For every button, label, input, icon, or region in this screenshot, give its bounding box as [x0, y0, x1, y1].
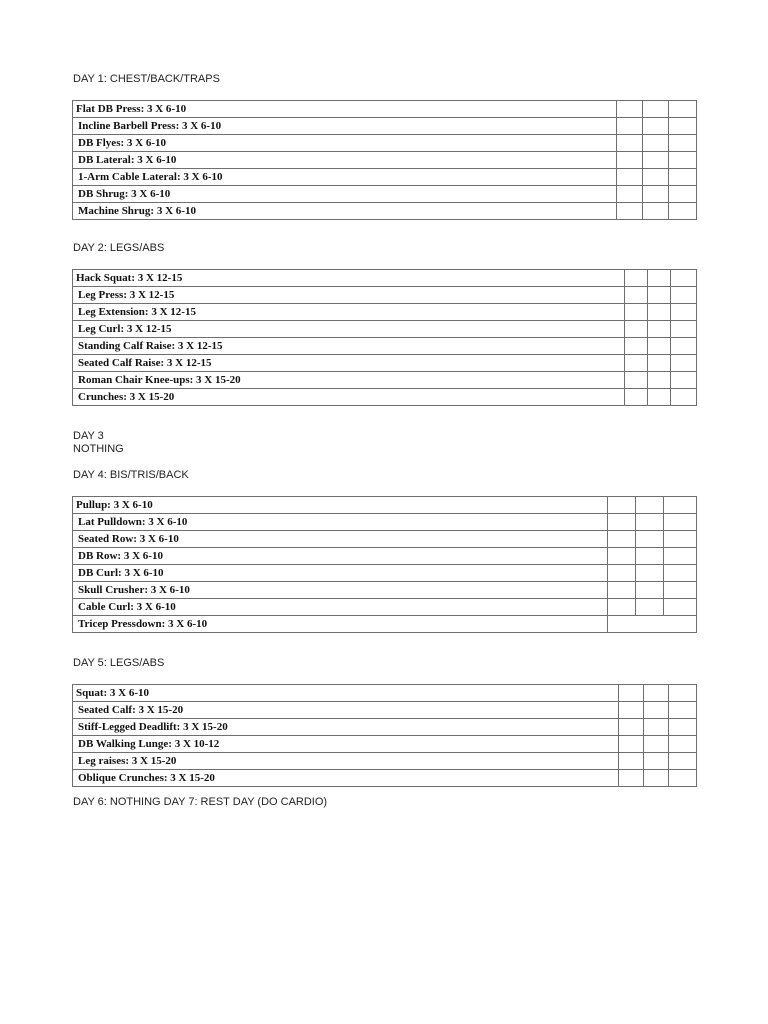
day3-heading: DAY 3 [73, 430, 104, 442]
set-checkbox-3[interactable] [664, 514, 697, 531]
set-checkbox-1[interactable] [625, 270, 648, 287]
table-row [73, 389, 697, 406]
set-checkbox-2[interactable] [636, 531, 664, 548]
table-row [73, 719, 697, 736]
table-row [73, 514, 697, 531]
table-row [73, 355, 697, 372]
exercise-label: DB Flyes: 3 X 6-10 [73, 135, 617, 152]
set-checkbox-3[interactable] [664, 582, 697, 599]
day1-exercise-table [72, 100, 697, 220]
set-checkbox-2[interactable] [643, 169, 669, 186]
set-checkbox-3[interactable] [664, 531, 697, 548]
set-checkbox-3[interactable] [671, 389, 697, 406]
set-checkbox-3[interactable] [671, 338, 697, 355]
exercise-label: Stiff-Legged Deadlift: 3 X 15-20 [73, 719, 619, 736]
exercise-label: Standing Calf Raise: 3 X 12-15 [73, 338, 625, 355]
set-checkbox-1[interactable] [617, 135, 643, 152]
set-checkbox-2[interactable] [644, 770, 669, 787]
exercise-label: Leg Curl: 3 X 12-15 [73, 321, 625, 338]
set-checkbox-1[interactable] [617, 152, 643, 169]
table-row [73, 497, 697, 514]
day2-heading: DAY 2: LEGS/ABS [73, 242, 165, 254]
set-checkbox-1[interactable] [608, 582, 636, 599]
set-checkbox-3[interactable] [669, 203, 697, 220]
set-checkbox-1[interactable] [619, 736, 644, 753]
exercise-label: Seated Row: 3 X 6-10 [73, 531, 608, 548]
exercise-label: DB Curl: 3 X 6-10 [73, 565, 608, 582]
table-row [73, 372, 697, 389]
set-checkbox-1[interactable] [608, 497, 636, 514]
table-row [73, 531, 697, 548]
table-row [73, 287, 697, 304]
table-row [73, 118, 697, 135]
table-row [73, 135, 697, 152]
set-checkbox-2[interactable] [643, 152, 669, 169]
set-checkbox-3[interactable] [664, 548, 697, 565]
table-row [73, 770, 697, 787]
set-checkbox-1[interactable] [619, 719, 644, 736]
set-checkbox-2[interactable] [648, 270, 671, 287]
set-checkbox-2[interactable] [636, 582, 664, 599]
set-checkbox-2[interactable] [636, 497, 664, 514]
set-checkbox-1[interactable] [608, 599, 636, 616]
set-checkbox-2[interactable] [648, 389, 671, 406]
set-checkbox-1[interactable] [619, 753, 644, 770]
set-checkbox-3[interactable] [671, 270, 697, 287]
exercise-label: Leg Extension: 3 X 12-15 [73, 304, 625, 321]
set-checkbox-1[interactable] [608, 514, 636, 531]
set-checkbox-2[interactable] [643, 118, 669, 135]
exercise-label: Leg raises: 3 X 15-20 [73, 753, 619, 770]
set-checkbox-3[interactable] [669, 685, 697, 702]
set-checkbox-1[interactable] [617, 186, 643, 203]
set-checkbox-3[interactable] [669, 152, 697, 169]
rest-days-note: DAY 6: NOTHING DAY 7: REST DAY (DO CARDIO) [73, 796, 328, 808]
set-checkbox-1[interactable] [608, 548, 636, 565]
table-row [73, 203, 697, 220]
set-checkbox-2[interactable] [648, 372, 671, 389]
set-checkbox-3[interactable] [669, 753, 697, 770]
set-checkbox-3[interactable] [671, 355, 697, 372]
set-checkbox-2[interactable] [648, 338, 671, 355]
table-row [73, 321, 697, 338]
exercise-label: DB Walking Lunge: 3 X 10-12 [73, 736, 619, 753]
set-checkbox-1[interactable] [625, 338, 648, 355]
exercise-label: Machine Shrug: 3 X 6-10 [73, 203, 617, 220]
set-checkbox-3[interactable] [669, 719, 697, 736]
set-checkbox-3[interactable] [669, 118, 697, 135]
merged-set-cell[interactable] [608, 616, 697, 633]
exercise-label: DB Lateral: 3 X 6-10 [73, 152, 617, 169]
set-checkbox-1[interactable] [625, 355, 648, 372]
set-checkbox-1[interactable] [617, 118, 643, 135]
exercise-label: Leg Press: 3 X 12-15 [73, 287, 625, 304]
day1-heading: DAY 1: CHEST/BACK/TRAPS [73, 73, 220, 85]
set-checkbox-1[interactable] [625, 321, 648, 338]
table-row [73, 702, 697, 719]
exercise-label: Seated Calf Raise: 3 X 12-15 [73, 355, 625, 372]
exercise-label: Skull Crusher: 3 X 6-10 [73, 582, 608, 599]
set-checkbox-1[interactable] [625, 389, 648, 406]
set-checkbox-3[interactable] [669, 135, 697, 152]
set-checkbox-3[interactable] [669, 770, 697, 787]
day2-exercise-table [72, 269, 697, 406]
set-checkbox-1[interactable] [617, 169, 643, 186]
set-checkbox-1[interactable] [625, 372, 648, 389]
set-checkbox-3[interactable] [664, 497, 697, 514]
set-checkbox-3[interactable] [671, 304, 697, 321]
table-row [73, 186, 697, 203]
set-checkbox-3[interactable] [671, 287, 697, 304]
table-row [73, 685, 697, 702]
set-checkbox-2[interactable] [644, 736, 669, 753]
table-row [73, 736, 697, 753]
day3-note: NOTHING [73, 443, 124, 455]
set-checkbox-2[interactable] [636, 565, 664, 582]
set-checkbox-1[interactable] [608, 531, 636, 548]
exercise-label: Squat: 3 X 6-10 [73, 685, 619, 702]
exercise-label: Seated Calf: 3 X 15-20 [73, 702, 619, 719]
set-checkbox-2[interactable] [643, 135, 669, 152]
exercise-label: Hack Squat: 3 X 12-15 [73, 270, 625, 287]
table-row [73, 582, 697, 599]
exercise-label: Roman Chair Knee-ups: 3 X 15-20 [73, 372, 625, 389]
set-checkbox-2[interactable] [636, 514, 664, 531]
table-row [73, 101, 697, 118]
day5-heading: DAY 5: LEGS/ABS [73, 657, 165, 669]
table-row [73, 565, 697, 582]
set-checkbox-2[interactable] [648, 287, 671, 304]
set-checkbox-3[interactable] [664, 565, 697, 582]
set-checkbox-2[interactable] [643, 203, 669, 220]
exercise-label: Flat DB Press: 3 X 6-10 [73, 101, 617, 118]
table-row [73, 270, 697, 287]
day4-exercise-table [72, 496, 697, 633]
day4-heading: DAY 4: BIS/TRIS/BACK [73, 469, 189, 481]
table-row [73, 753, 697, 770]
set-checkbox-3[interactable] [671, 321, 697, 338]
set-checkbox-1[interactable] [625, 287, 648, 304]
set-checkbox-2[interactable] [644, 753, 669, 770]
set-checkbox-2[interactable] [648, 355, 671, 372]
set-checkbox-1[interactable] [625, 304, 648, 321]
set-checkbox-1[interactable] [617, 203, 643, 220]
table-row [73, 304, 697, 321]
set-checkbox-3[interactable] [671, 372, 697, 389]
exercise-label: Pullup: 3 X 6-10 [73, 497, 608, 514]
exercise-label: Lat Pulldown: 3 X 6-10 [73, 514, 608, 531]
set-checkbox-3[interactable] [669, 736, 697, 753]
set-checkbox-2[interactable] [648, 321, 671, 338]
table-row [73, 599, 697, 616]
set-checkbox-3[interactable] [669, 101, 697, 118]
set-checkbox-1[interactable] [617, 101, 643, 118]
day5-exercise-table [72, 684, 697, 787]
exercise-label: Tricep Pressdown: 3 X 6-10 [73, 616, 608, 633]
table-row [73, 338, 697, 355]
table-row [73, 169, 697, 186]
set-checkbox-3[interactable] [669, 169, 697, 186]
set-checkbox-1[interactable] [608, 565, 636, 582]
set-checkbox-2[interactable] [636, 599, 664, 616]
set-checkbox-2[interactable] [648, 304, 671, 321]
set-checkbox-2[interactable] [644, 719, 669, 736]
table-row [73, 616, 697, 633]
exercise-label: Crunches: 3 X 15-20 [73, 389, 625, 406]
exercise-label: Oblique Crunches: 3 X 15-20 [73, 770, 619, 787]
set-checkbox-2[interactable] [644, 702, 669, 719]
set-checkbox-2[interactable] [643, 186, 669, 203]
set-checkbox-3[interactable] [664, 599, 697, 616]
exercise-label: Incline Barbell Press: 3 X 6-10 [73, 118, 617, 135]
set-checkbox-1[interactable] [619, 770, 644, 787]
set-checkbox-2[interactable] [643, 101, 669, 118]
set-checkbox-2[interactable] [644, 685, 669, 702]
set-checkbox-2[interactable] [636, 548, 664, 565]
set-checkbox-1[interactable] [619, 702, 644, 719]
exercise-label: 1-Arm Cable Lateral: 3 X 6-10 [73, 169, 617, 186]
set-checkbox-1[interactable] [619, 685, 644, 702]
table-row [73, 152, 697, 169]
exercise-label: DB Row: 3 X 6-10 [73, 548, 608, 565]
table-row [73, 548, 697, 565]
exercise-label: Cable Curl: 3 X 6-10 [73, 599, 608, 616]
exercise-label: DB Shrug: 3 X 6-10 [73, 186, 617, 203]
set-checkbox-3[interactable] [669, 186, 697, 203]
set-checkbox-3[interactable] [669, 702, 697, 719]
